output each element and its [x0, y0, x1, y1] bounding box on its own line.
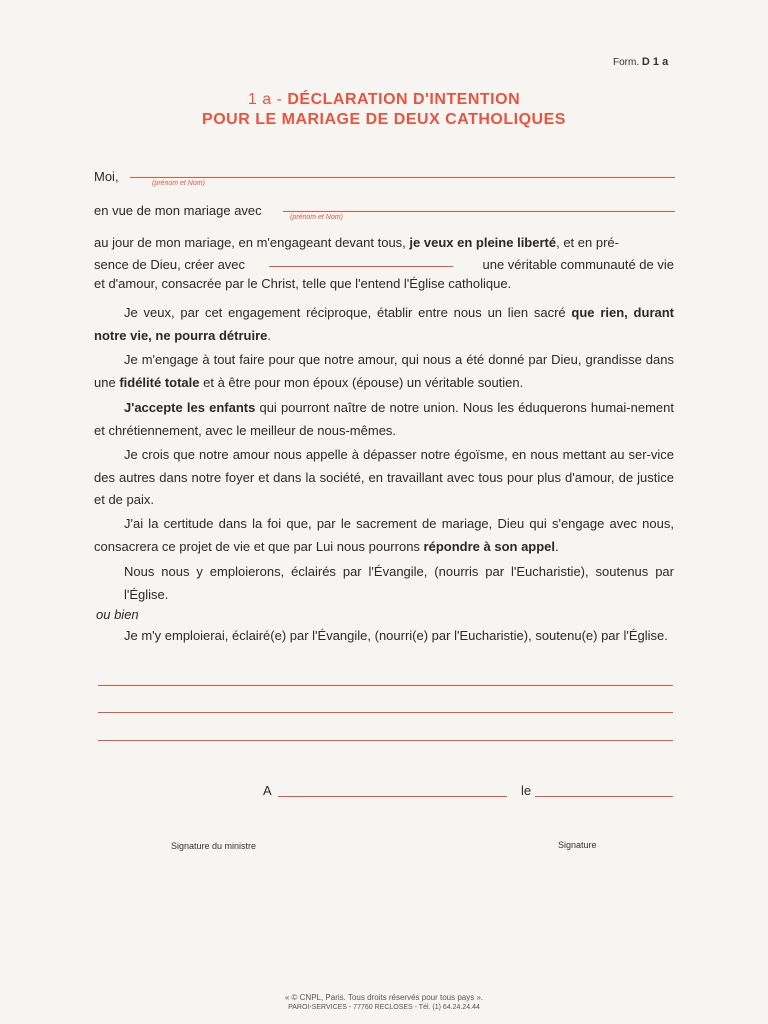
date-line[interactable]	[535, 796, 673, 797]
avec-blank-line[interactable]	[269, 266, 453, 267]
paragraph-2	[94, 302, 674, 347]
form-reference	[613, 56, 668, 68]
place-label: A	[263, 783, 272, 798]
blank-line-2[interactable]	[98, 712, 673, 713]
moi-name-line[interactable]	[130, 177, 675, 178]
signature-label: Signature	[558, 840, 597, 850]
place-line[interactable]	[278, 796, 507, 797]
avec-name-line[interactable]	[283, 211, 675, 212]
paragraph-6	[94, 513, 674, 558]
avec-hint: (prénom et Nom)	[290, 214, 343, 221]
form-ref-prefix: Form.	[613, 57, 640, 68]
blank-line-3[interactable]	[98, 740, 673, 741]
minister-signature-label: Signature du ministre	[171, 841, 257, 851]
moi-label: Moi,	[94, 169, 119, 184]
publisher-address: PAROI-SERVICES - 77760 RECLOSES - Tél. (1) 64.24.24.44	[288, 1004, 480, 1011]
p3-text-a: Je m'engage à tout faire pour que notre amour, qui nous a été donné par Dieu, grandisse dans une	[94, 352, 674, 390]
p6-text-a: J'ai la certitude dans la foi que, par le sacrement de mariage, Dieu qui s'engage avec nous, consacrera ce projet de vie et que par Lui nous pourrons	[94, 516, 674, 554]
p1-bold: je veux en pleine liberté	[409, 235, 557, 250]
p2-text-a: Je veux, par cet engagement réciproque, établir entre nous un lien sacré	[124, 305, 572, 320]
document-title-line1	[0, 91, 768, 109]
form-ref-code: D 1 a	[641, 56, 669, 68]
paragraph-5: Je crois que notre amour nous appelle à dépasser notre égoïsme, en nous mettant au ser-vice des autres dans notre foyer et dans la société, en travaillant avec tous pour plus d'amour, de justice et de paix.	[94, 447, 674, 507]
moi-hint: (prénom et Nom)	[152, 180, 205, 187]
blank-line-1[interactable]	[98, 685, 673, 686]
p1-text-c: , et en pré-	[556, 235, 619, 250]
avec-label: en vue de mon mariage avec	[94, 203, 262, 218]
paragraph-1-line1	[94, 232, 674, 255]
title-main: DÉCLARATION D'INTENTION	[287, 91, 521, 108]
p1-text-a: au jour de mon mariage, en m'engageant devant tous,	[94, 235, 410, 250]
paragraph-3	[94, 349, 674, 394]
date-label: le	[521, 783, 532, 798]
p3-text-c: et à être pour mon époux (épouse) un véritable soutien.	[199, 374, 524, 390]
paragraph-1-line2: sence de Dieu, créer avec	[94, 257, 246, 272]
p6-text-c: .	[555, 538, 559, 554]
p2-text-c: .	[267, 327, 271, 343]
p2-bold: que rien, durant notre vie, ne pourra détruire	[94, 305, 675, 343]
paragraph-1-line2-end: une véritable communauté de vie	[482, 257, 674, 272]
paragraph-4	[94, 397, 674, 442]
ou-bien-label: ou bien	[96, 607, 139, 622]
paragraph-7: Nous nous y emploierons, éclairés par l'Évangile, (nourris par l'Eucharistie), soutenus par l'Église.	[124, 564, 674, 602]
paragraph-1-line3: et d'amour, consacrée par le Christ, telle que l'entend l'Église catholique.	[94, 276, 512, 291]
document-title-line2: POUR LE MARIAGE DE DEUX CATHOLIQUES	[202, 111, 566, 128]
copyright-notice: « © CNPL, Paris. Tous droits réservés pour tous pays ».	[284, 993, 484, 1002]
p4-text-b: qui pourront naître de notre union. Nous les éduquerons humai-nement et chrétiennement, avec le meilleur de nous-mêmes.	[94, 400, 674, 438]
paragraph-8: Je m'y emploierai, éclairé(e) par l'Évangile, (nourri(e) par l'Eucharistie), soutenu(e) par l'Église.	[124, 628, 668, 643]
p4-bold: J'accepte les enfants	[124, 400, 256, 415]
p6-bold: répondre à son appel	[423, 538, 556, 554]
title-number: 1 a -	[247, 91, 288, 108]
p3-bold: fidélité totale	[119, 374, 200, 390]
